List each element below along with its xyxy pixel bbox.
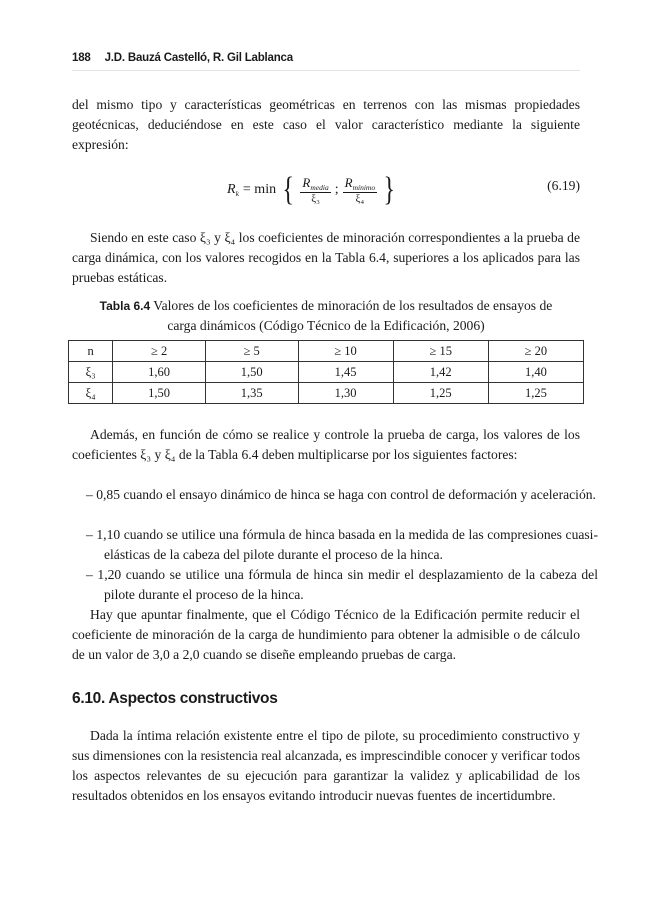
table-row	[69, 383, 584, 404]
header-authors: J.D. Bauzá Castelló, R. Gil Lablanca	[104, 52, 293, 64]
equation-number: (6.19)	[547, 178, 580, 193]
section-title: 6.10. Aspectos constructivos	[72, 690, 278, 707]
table-cell: 1,60	[113, 362, 206, 383]
table-cell: ξ₃	[69, 362, 113, 383]
table-cell: 1,35	[205, 383, 298, 404]
table-cell: 1,40	[488, 362, 583, 383]
paragraph-intro: del mismo tipo y características geométricas en terrenos con las mismas propiedades geotécnicas, deduciéndose en este caso el valor característico mediante la siguiente expresión:	[72, 97, 580, 152]
table-header-row	[69, 341, 584, 362]
list-item: – 1,20 cuando se utilice una fórmula de hinca sin medir el desplazamiento de la cabeza del pilote durante el proceso de la hinca.	[86, 567, 598, 602]
table-caption-label: Tabla 6.4	[99, 299, 151, 313]
formula-operator: = min	[242, 182, 277, 197]
table-header-cell: n	[69, 341, 113, 362]
header-rule	[72, 70, 580, 71]
fraction-media: $\frac{R_{media}}{\text{ξ₃}}$	[302, 175, 329, 205]
table-caption-line1: Valores de los coeficientes de minoración de los resultados de ensayos de	[153, 298, 553, 313]
table-cell: 1,25	[393, 383, 488, 404]
table-cell: 1,45	[298, 362, 393, 383]
table-cell: 1,30	[298, 383, 393, 404]
paragraph-coefficients: Siendo en este caso ξ₃ y ξ₄ los coeficientes de minoración correspondientes a la prueba de carga dinámica, con los valores recogidos en la Tabla 6.4, superiores a los aplicados para las pruebas estáticas.	[72, 230, 580, 285]
running-header	[72, 52, 580, 64]
table-caption	[72, 296, 580, 335]
table-header-cell: ≥ 2	[113, 341, 206, 362]
table-cell: 1,42	[393, 362, 488, 383]
right-brace: }	[383, 171, 395, 208]
coefficients-table	[68, 340, 584, 404]
table-header-cell: ≥ 5	[205, 341, 298, 362]
page-number: 188	[72, 52, 91, 64]
formula-separator: ;	[334, 182, 339, 197]
table-cell: 1,50	[205, 362, 298, 383]
paragraph-final: Hay que apuntar finalmente, que el Código Técnico de la Edificación permite reducir el coeficiente de minoración de la carga de hundimiento para obtener la admisible o de cálculo de un valor de 3,0 a 2,0 cuando se diseñe empleando pruebas de carga.	[72, 607, 580, 662]
paragraph-section: Dada la íntima relación existente entre el tipo de pilote, su procedimiento constructivo y sus dimensiones con la resistencia real alcanzada, es imprescindible conocer y verificar todos los aspectos relevantes de su ejecución para garantizar la validez y aplicabilidad de los resultados obtenidos en los ensayos evitando introducir nuevas fuentes de incertidumbre.	[72, 728, 580, 803]
table-header-cell: ≥ 20	[488, 341, 583, 362]
table-caption-line2: carga dinámicos (Código Técnico de la Edificación, 2006)	[167, 318, 485, 333]
table-cell: ξ₄	[69, 383, 113, 404]
table-cell: 1,25	[488, 383, 583, 404]
list-item: – 0,85 cuando el ensayo dinámico de hinca se haga con control de deformación y aceleración.	[86, 487, 596, 502]
paragraph-factors: Además, en función de cómo se realice y controle la prueba de carga, los valores de los coeficientes ξ₃ y ξ₄ de la Tabla 6.4 deben multiplicarse por los siguientes factores:	[72, 427, 580, 462]
table-cell: 1,50	[113, 383, 206, 404]
formula-lhs: $R_k$	[227, 182, 239, 198]
table-row	[69, 362, 584, 383]
table-header-cell: ≥ 10	[298, 341, 393, 362]
list-item: – 1,10 cuando se utilice una fórmula de hinca basada en la medida de las compresiones cuasi-elásticas de la cabeza del pilote durante el proceso de la hinca.	[86, 527, 598, 562]
formula-6-19	[227, 168, 397, 212]
fraction-minimo: $\frac{R_{mínimo}}{\text{ξ₄}}$	[344, 175, 376, 205]
table-header-cell: ≥ 15	[393, 341, 488, 362]
left-brace: {	[282, 171, 294, 208]
